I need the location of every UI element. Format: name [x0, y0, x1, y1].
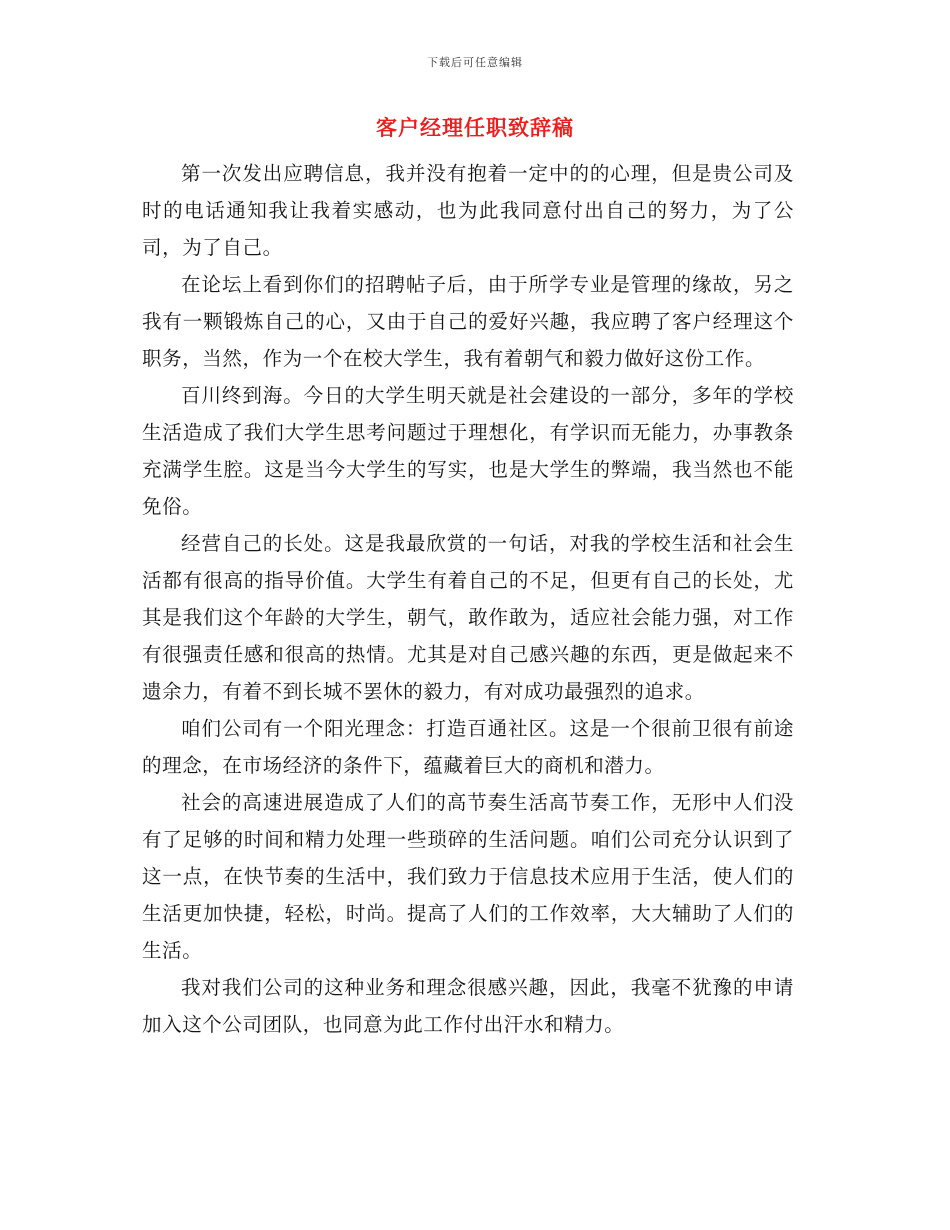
paragraph: 百川终到海。今日的大学生明天就是社会建设的一部分，多年的学校生活造成了我们大学生思考问题过于理想化，有学识而无能力，办事教条充满学生腔。这是当今大学生的写实，也是大学生的弊端，我当然也不能免俗。 — [142, 384, 794, 518]
paragraph: 咱们公司有一个阳光理念：打造百通社区。这是一个很前卫很有前途的理念，在市场经济的条件下，蕴藏着巨大的商机和潜力。 — [142, 717, 794, 777]
paragraph: 社会的高速进展造成了人们的高节奏生活高节奏工作，无形中人们没有了足够的时间和精力处理一些琐碎的生活问题。咱们公司充分认识到了这一点，在快节奏的生活中，我们致力于信息技术应用于生活，使人们的生活更加快捷，轻松，时尚。提高了人们的工作效率，大大辅助了人们的生活。 — [142, 791, 794, 962]
document-title: 客户经理任职致辞稿 — [376, 116, 574, 140]
paragraph: 经营自己的长处。这是我最欣赏的一句话，对我的学校生活和社会生活都有很高的指导价值。大学生有着自己的不足，但更有自己的长处，尤其是我们这个年龄的大学生，朝气，敢作敢为，适应社会能力强，对工作有很强责任感和很高的热情。尤其是对自己感兴趣的东西，更是做起来不遗余力，有着不到长城不罢休的毅力，有对成功最强烈的追求。 — [142, 532, 794, 703]
paragraph: 在论坛上看到你们的招聘帖子后，由于所学专业是管理的缘故，另之我有一颗锻炼自己的心，又由于自己的爱好兴趣，我应聘了客户经理这个职务，当然，作为一个在校大学生，我有着朝气和毅力做好这份工作。 — [142, 273, 794, 370]
paragraph: 我对我们公司的这种业务和理念很感兴趣，因此，我毫不犹豫的申请加入这个公司团队，也同意为此工作付出汗水和精力。 — [142, 976, 794, 1036]
header-note: 下载后可任意编辑 — [427, 56, 523, 69]
paragraph: 第一次发出应聘信息，我并没有抱着一定中的的心理，但是贵公司及时的电话通知我让我着实感动，也为此我同意付出自己的努力，为了公司，为了自己。 — [142, 162, 794, 259]
document-body — [142, 155, 794, 1043]
